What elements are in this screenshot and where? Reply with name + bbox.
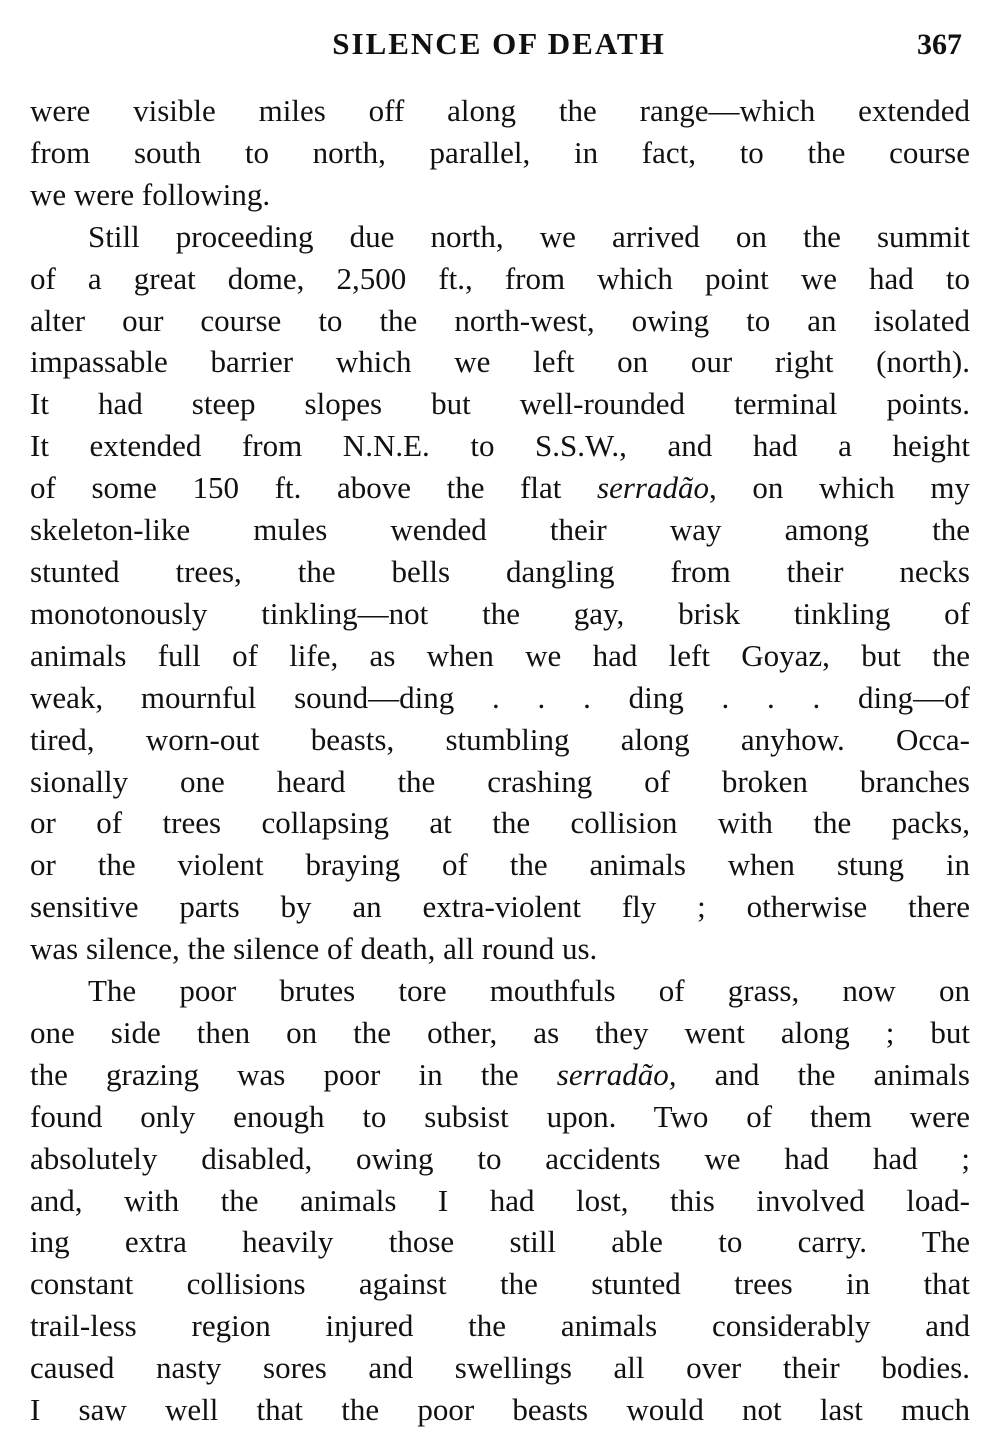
text-line: alter our course to the north-west, owing to an isolated (30, 302, 970, 338)
text-line: we were following. (30, 176, 271, 212)
body-text (30, 90, 970, 1431)
text-line: skeleton-like mules wended their way among the (30, 512, 970, 548)
italic-term: serradão, (556, 1056, 677, 1092)
text-line: tired, worn-out beasts, stumbling along anyhow. Occa- (30, 721, 970, 757)
text-line: sensitive parts by an extra-violent fly ; otherwise there (30, 889, 970, 925)
text-line: of some 150 ft. above the flat serradão, on which my (30, 470, 970, 506)
text-line: impassable barrier which we left on our right (north). (30, 344, 970, 380)
text-line: It had steep slopes but well-rounded terminal points. (30, 386, 970, 422)
text-line: constant collisions against the stunted trees in that (30, 1266, 970, 1302)
text-line: absolutely disabled, owing to accidents we had had ; (30, 1140, 970, 1176)
text-line: of a great dome, 2,500 ft., from which point we had to (30, 260, 970, 296)
text-line: one side then on the other, as they went along ; but (30, 1014, 970, 1050)
running-title: SILENCE OF DEATH (332, 26, 666, 61)
text-line: the grazing was poor in the serradão, and the animals (30, 1056, 970, 1092)
text-line: sionally one heard the crashing of broken branches (30, 763, 970, 799)
text-line: found only enough to subsist upon. Two of them were (30, 1098, 970, 1134)
text-line: It extended from N.N.E. to S.S.W., and had a height (30, 428, 970, 464)
text-line: or of trees collapsing at the collision with the packs, (30, 805, 970, 841)
text-line: was silence, the silence of death, all round us. (30, 931, 598, 967)
text-line: Still proceeding due north, we arrived on the summit (88, 218, 970, 254)
text-line: or the violent braying of the animals when stung in (30, 847, 970, 883)
italic-term: serradão (597, 470, 709, 506)
text-line: trail-less region injured the animals considerably and (30, 1308, 970, 1344)
text-line: stunted trees, the bells dangling from their necks (30, 553, 970, 589)
page-number: 367 (917, 28, 962, 61)
text-line: and, with the animals I had lost, this involved load- (30, 1182, 970, 1218)
page-header (30, 26, 968, 76)
text-line: were visible miles off along the range—which extended (30, 93, 970, 128)
text-line: I saw well that the poor beasts would not last much (30, 1392, 970, 1428)
text-line: animals full of life, as when we had left Goyaz, but the (30, 637, 970, 673)
text-line: weak, mournful sound—ding . . . ding . . . ding—of (30, 679, 970, 715)
text-line: caused nasty sores and swellings all over their bodies. (30, 1350, 970, 1386)
text-line: ing extra heavily those still able to carry. The (30, 1224, 970, 1260)
text-line: from south to north, parallel, in fact, to the course (30, 134, 970, 170)
text-line: The poor brutes tore mouthfuls of grass, now on (88, 973, 970, 1009)
text-line: monotonously tinkling—not the gay, brisk tinkling of (30, 595, 970, 631)
